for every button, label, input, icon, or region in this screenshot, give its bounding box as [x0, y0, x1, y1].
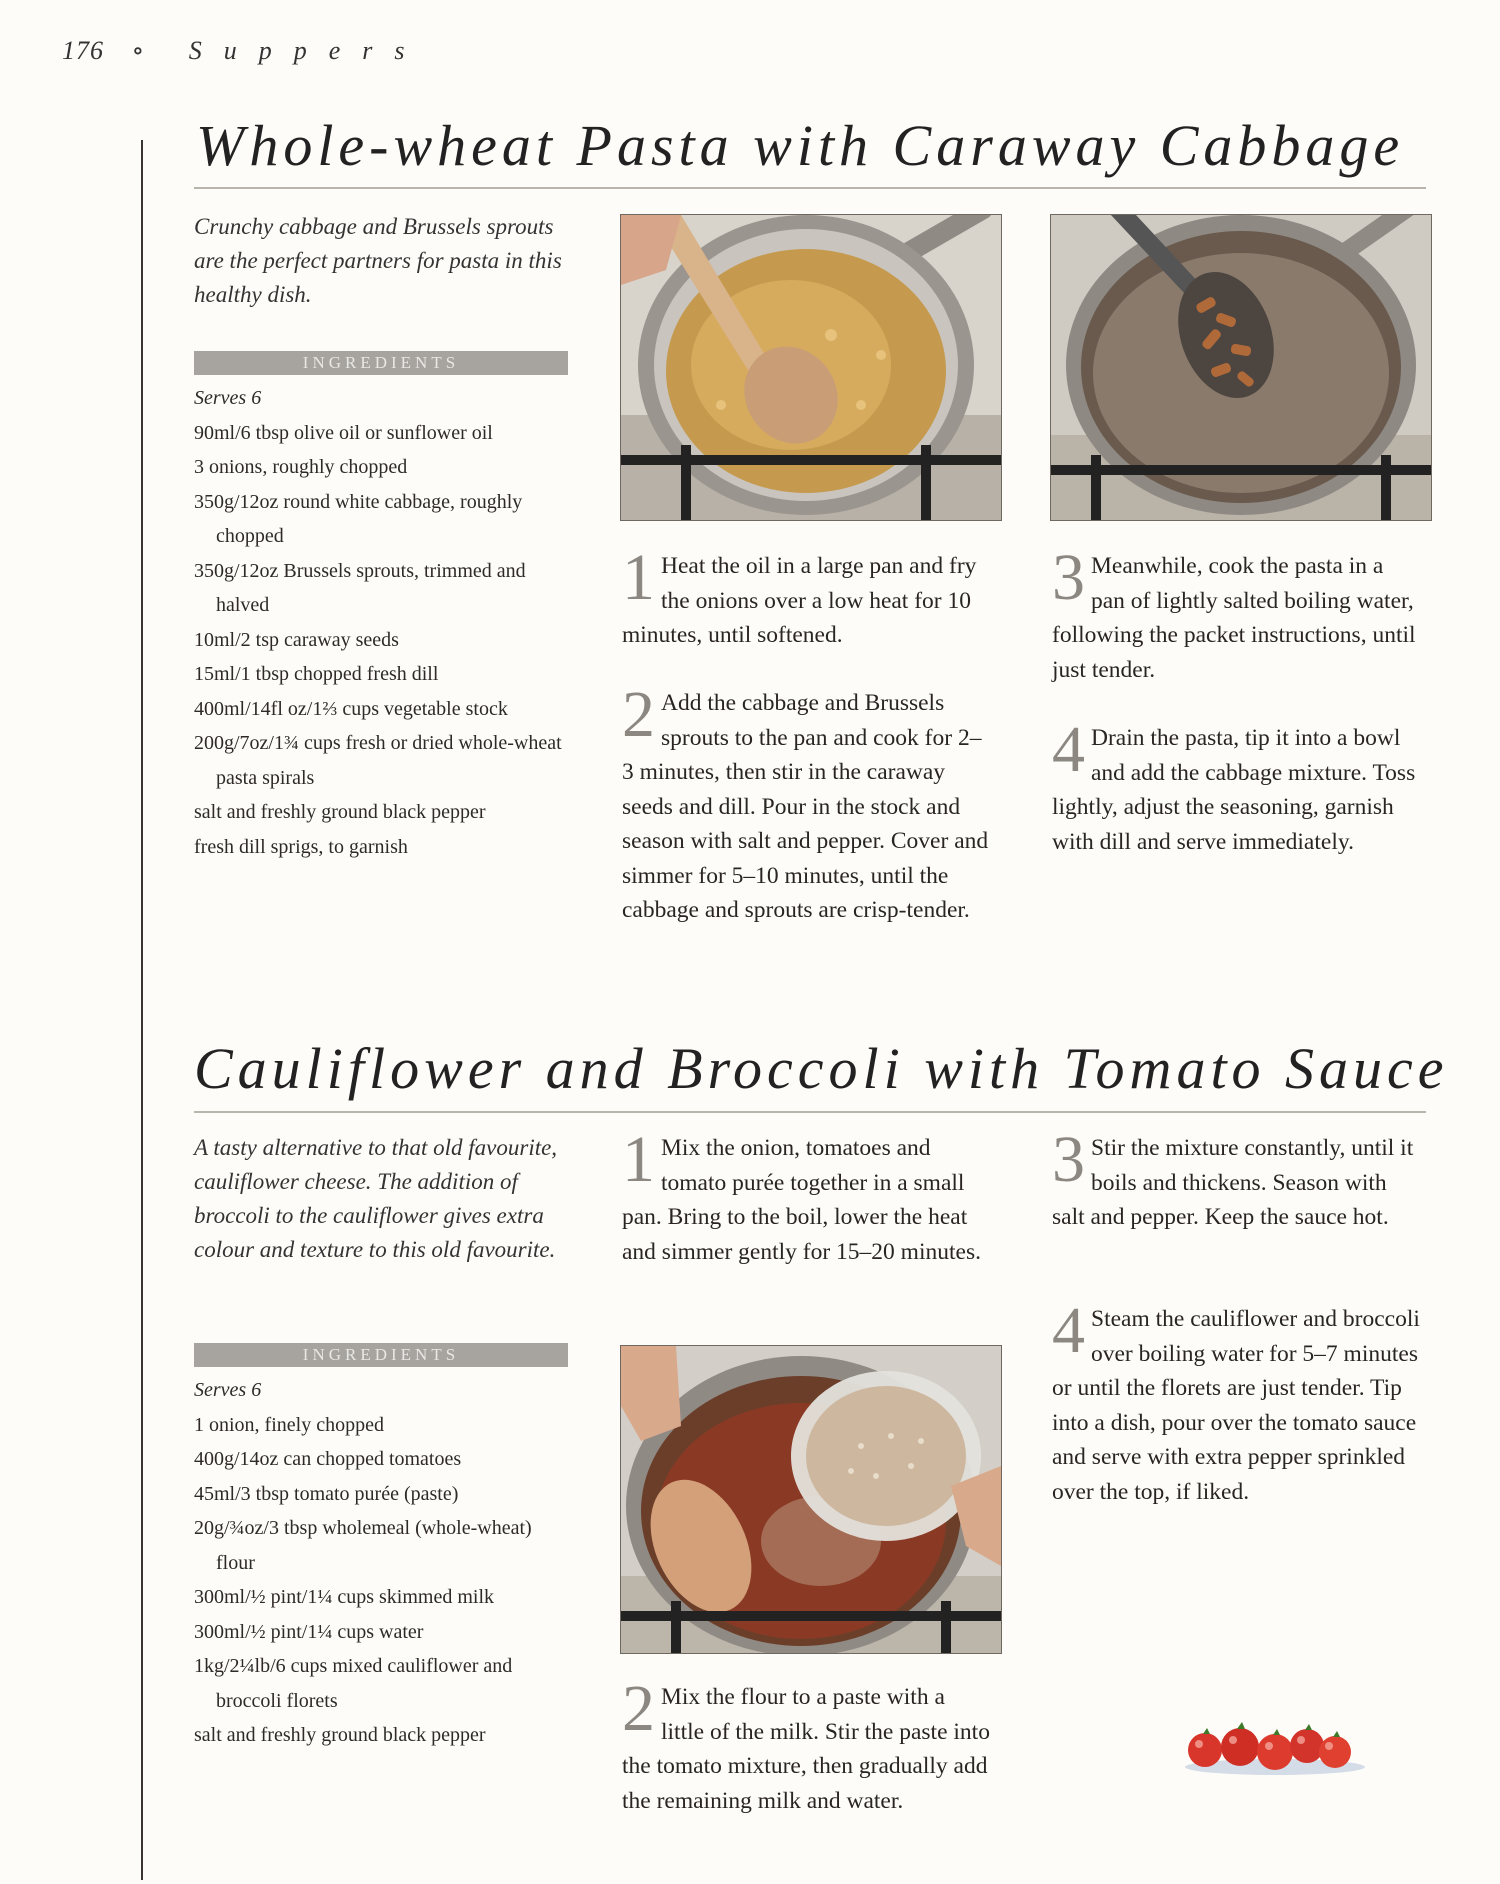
frying-onions-photo: [620, 214, 1002, 521]
ingredient-item: 300ml/½ pint/1¼ cups skimmed milk: [194, 1586, 494, 1608]
step-numeral: 1: [622, 1123, 655, 1196]
recipe1-ingredients-heading: INGREDIENTS: [194, 351, 568, 375]
recipe2-serves: Serves 6: [194, 1379, 262, 1401]
header-separator: ∘: [131, 36, 146, 65]
step-text: Drain the pasta, tip it into a bowl and add the cabbage mixture. Toss lightly, adjust the seasoning, garnish with dill and serve immediately.: [1052, 725, 1416, 855]
ingredient-item: 10ml/2 tsp caraway seeds: [194, 628, 399, 651]
ingredient-item: 45ml/3 tbsp tomato purée (paste): [194, 1482, 459, 1505]
recipe2-step-1: [622, 1123, 992, 1269]
page-number: 176: [62, 36, 104, 65]
ingredient-item: 1kg/2¼lb/6 cups mixed cauliflower and broccoli florets: [194, 1655, 513, 1712]
recipe1-title: Whole-wheat Pasta with Caraway Cabbage: [196, 113, 1405, 178]
recipe1-title-rule: [194, 187, 1426, 189]
ingredient-item: salt and freshly ground black pepper: [194, 1724, 486, 1746]
step-numeral: 4: [1052, 713, 1085, 786]
step-text: Meanwhile, cook the pasta in a pan of lightly salted boiling water, following the packet instructions, until just tender.: [1052, 553, 1416, 683]
ingredient-item: salt and freshly ground black pepper: [194, 801, 486, 823]
step-numeral: 3: [1052, 541, 1085, 614]
recipe1-step-2: [622, 678, 992, 928]
recipe2-step-2: [622, 1672, 992, 1818]
ingredient-item: 3 onions, roughly chopped: [194, 456, 408, 478]
recipe2-ingredients-list: [194, 1373, 574, 1753]
ingredient-item: 400g/14oz can chopped tomatoes: [194, 1448, 462, 1470]
recipe1-step-3: [1052, 541, 1422, 687]
step-numeral: 2: [622, 1672, 655, 1745]
step-text: Heat the oil in a large pan and fry the onions over a low heat for 10 minutes, until softened.: [622, 553, 977, 648]
step-numeral: 2: [622, 678, 655, 751]
pasta-slotted-spoon-photo: [1050, 214, 1432, 521]
flour-paste-photo: [620, 1345, 1002, 1654]
ingredient-item: fresh dill sprigs, to garnish: [194, 835, 408, 858]
recipe2-intro: A tasty alternative to that old favourite, cauliflower cheese. The addition of broccoli to the cauliflower gives extra colour and texture to this old favourite.: [194, 1135, 558, 1262]
ingredient-item: 400ml/14fl oz/1⅔ cups vegetable stock: [194, 697, 508, 720]
ingredient-item: 300ml/½ pint/1¼ cups water: [194, 1620, 424, 1643]
ingredient-item: 350g/12oz round white cabbage, roughly chopped: [194, 490, 523, 547]
recipe1-ingredients-list: [194, 381, 574, 864]
recipe2-title-rule: [194, 1111, 1426, 1113]
ingredient-item: 90ml/6 tbsp olive oil or sunflower oil: [194, 421, 493, 444]
ingredient-item: 15ml/1 tbsp chopped fresh dill: [194, 663, 439, 685]
recipe1-step-1: [622, 541, 992, 653]
step-text: Steam the cauliflower and broccoli over boiling water for 5–7 minutes or until the florets are just tender. Tip into a dish, pour over the tomato sauce and serve with extra pepper sprinkled over the top, if liked.: [1052, 1306, 1420, 1505]
recipe2-title: Cauliflower and Broccoli with Tomato Sauce: [194, 1036, 1449, 1101]
recipe2-step-3: [1052, 1123, 1422, 1235]
step-numeral: 4: [1052, 1294, 1085, 1367]
ingredient-item: 20g/¾oz/3 tbsp wholemeal (whole-wheat) flour: [194, 1517, 532, 1574]
cherry-tomatoes-illustration: [1175, 1712, 1375, 1782]
left-margin-rule: [141, 140, 143, 1880]
step-text: Mix the onion, tomatoes and tomato purée together in a small pan. Bring to the boil, lower the heat and simmer gently for 15–20 minutes.: [622, 1135, 981, 1265]
step-text: Stir the mixture constantly, until it boils and thickens. Season with salt and pepper. Keep the sauce hot.: [1052, 1135, 1414, 1230]
section-name: Suppers: [188, 36, 427, 65]
ingredient-item: 350g/12oz Brussels sprouts, trimmed and halved: [194, 559, 526, 616]
recipe2-ingredients-heading: INGREDIENTS: [194, 1343, 568, 1367]
recipe1-intro: Crunchy cabbage and Brussels sprouts are the perfect partners for pasta in this healthy dish.: [194, 214, 562, 307]
step-numeral: 1: [622, 541, 655, 614]
ingredient-item: 1 onion, finely chopped: [194, 1413, 384, 1436]
step-text: Mix the flour to a paste with a little of the milk. Stir the paste into the tomato mixture, then gradually add the remaining milk and water.: [622, 1684, 990, 1814]
recipe2-step-4: [1052, 1294, 1422, 1509]
recipe1-step-4: [1052, 713, 1422, 859]
step-numeral: 3: [1052, 1123, 1085, 1196]
running-header: [62, 36, 427, 66]
ingredient-item: 200g/7oz/1¾ cups fresh or dried whole-wheat pasta spirals: [194, 732, 562, 789]
step-text: Add the cabbage and Brussels sprouts to the pan and cook for 2–3 minutes, then stir in the caraway seeds and dill. Pour in the stock and season with salt and pepper. Cover and simmer for 5–10 minutes, until the cabbage and sprouts are crisp-tender.: [622, 690, 989, 923]
recipe1-serves: Serves 6: [194, 387, 262, 409]
